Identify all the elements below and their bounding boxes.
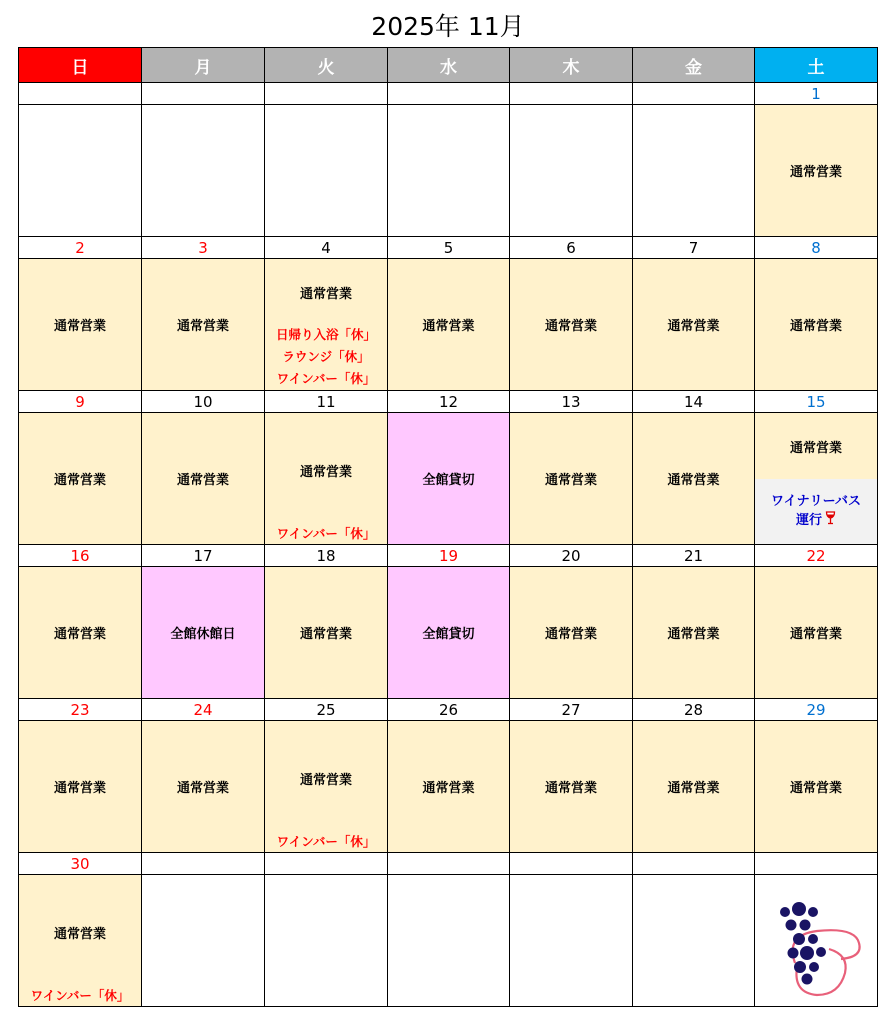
date-number: 5 [388, 237, 510, 259]
day-cell-empty [388, 105, 510, 237]
weekday-saturday: 土 [755, 48, 878, 83]
day-cell [633, 567, 755, 699]
weekday-header-row [19, 48, 878, 83]
day-cell-empty [265, 875, 388, 1007]
date-number: 15 [755, 391, 878, 413]
day-cell-row [19, 259, 878, 391]
winery-bus-note [755, 479, 877, 544]
date-number [755, 853, 878, 875]
grape-logo-icon [755, 875, 877, 1006]
date-number: 22 [755, 545, 878, 567]
day-cell-empty [510, 875, 633, 1007]
date-number: 4 [265, 237, 388, 259]
day-cell [388, 413, 510, 545]
date-row [19, 83, 878, 105]
day-cell [265, 259, 388, 391]
date-number: 1 [755, 83, 878, 105]
date-number: 3 [142, 237, 265, 259]
day-cell [633, 721, 755, 853]
date-number: 8 [755, 237, 878, 259]
status-label: 通常営業 [176, 781, 229, 796]
date-number [142, 853, 265, 875]
date-number: 13 [510, 391, 633, 413]
day-cell-empty [142, 105, 265, 237]
date-row [19, 853, 878, 875]
date-row [19, 391, 878, 413]
day-cell-row [19, 105, 878, 237]
date-number [510, 83, 633, 105]
day-cell [19, 567, 142, 699]
date-number: 18 [265, 545, 388, 567]
day-cell [142, 413, 265, 545]
date-number [633, 83, 755, 105]
day-cell [142, 721, 265, 853]
day-cell [388, 567, 510, 699]
date-number: 24 [142, 699, 265, 721]
day-cell-row [19, 567, 878, 699]
status-label: 全館休館日 [170, 627, 236, 642]
date-number: 12 [388, 391, 510, 413]
date-number [19, 83, 142, 105]
status-label: 通常営業 [176, 319, 229, 334]
day-cell [510, 413, 633, 545]
day-cell [265, 413, 388, 545]
status-label: 通常営業 [176, 473, 229, 488]
date-row [19, 545, 878, 567]
date-number [388, 853, 510, 875]
weekday-friday: 金 [633, 48, 755, 83]
day-cell [265, 721, 388, 853]
status-label: 通常営業 [544, 627, 597, 642]
status-label: 通常営業 [299, 465, 352, 480]
status-label: 通常営業 [789, 319, 842, 334]
day-cell [633, 259, 755, 391]
day-cell-row [19, 413, 878, 545]
date-number: 10 [142, 391, 265, 413]
day-cell [510, 721, 633, 853]
page-title: 2025年 11月 [371, 12, 525, 41]
date-number: 11 [265, 391, 388, 413]
note-wine-bar: ワインバー「休」 [276, 526, 376, 541]
day-cell [19, 721, 142, 853]
status-label: 通常営業 [667, 627, 720, 642]
status-label: 通常営業 [544, 781, 597, 796]
weekday-tuesday: 火 [265, 48, 388, 83]
date-number: 30 [19, 853, 142, 875]
status-label: 全館貸切 [422, 627, 475, 642]
date-number: 6 [510, 237, 633, 259]
status-label: 通常営業 [667, 781, 720, 796]
date-number [510, 853, 633, 875]
day-cell [510, 259, 633, 391]
day-cell-empty [142, 875, 265, 1007]
day-cell-empty [388, 875, 510, 1007]
status-label: 通常営業 [299, 773, 352, 788]
day-cell [755, 259, 878, 391]
date-row [19, 699, 878, 721]
date-number: 28 [633, 699, 755, 721]
date-number: 2 [19, 237, 142, 259]
weekday-wednesday: 水 [388, 48, 510, 83]
date-number: 21 [633, 545, 755, 567]
status-label: 通常営業 [299, 287, 352, 302]
status-label: 通常営業 [299, 627, 352, 642]
date-number: 9 [19, 391, 142, 413]
status-label: 通常営業 [53, 627, 106, 642]
status-label: 通常営業 [789, 165, 842, 180]
weekday-thursday: 木 [510, 48, 633, 83]
date-number: 17 [142, 545, 265, 567]
calendar-grid [18, 47, 878, 1007]
day-cell-empty [633, 105, 755, 237]
date-number: 7 [633, 237, 755, 259]
date-row [19, 237, 878, 259]
date-number: 26 [388, 699, 510, 721]
day-cell [142, 567, 265, 699]
day-cell [388, 259, 510, 391]
date-number: 29 [755, 699, 878, 721]
day-cell-row [19, 721, 878, 853]
status-label: 通常営業 [667, 473, 720, 488]
status-label: 通常営業 [53, 781, 106, 796]
day-cell [142, 259, 265, 391]
status-label: 通常営業 [53, 319, 106, 334]
day-cell-logo [755, 875, 878, 1007]
date-number [265, 83, 388, 105]
weekday-sunday: 日 [19, 48, 142, 83]
day-cell-empty [19, 105, 142, 237]
status-label: 通常営業 [667, 319, 720, 334]
note-day-trip-bath: 日帰り入浴「休」 [275, 327, 376, 342]
status-label: 通常営業 [789, 627, 842, 642]
date-number: 16 [19, 545, 142, 567]
date-number: 19 [388, 545, 510, 567]
status-label: 通常営業 [422, 319, 475, 334]
date-number: 14 [633, 391, 755, 413]
day-cell [755, 105, 878, 237]
date-number [633, 853, 755, 875]
day-cell [755, 413, 878, 545]
day-cell-empty [633, 875, 755, 1007]
day-cell [19, 413, 142, 545]
day-cell [19, 259, 142, 391]
day-cell [755, 567, 878, 699]
date-number [388, 83, 510, 105]
status-label: 全館貸切 [422, 473, 475, 488]
status-label: 通常営業 [422, 781, 475, 796]
status-label: 通常営業 [789, 781, 842, 796]
day-cell [265, 567, 388, 699]
day-cell [633, 413, 755, 545]
status-label: 通常営業 [53, 473, 106, 488]
weekday-monday: 月 [142, 48, 265, 83]
day-cell [19, 875, 142, 1007]
winery-bus-label-line2: 運行 [795, 512, 822, 528]
date-number [142, 83, 265, 105]
note-wine-bar: ワインバー「休」 [276, 371, 376, 386]
winery-bus-label-line1: ワイナリーバス [771, 493, 861, 509]
day-cell-empty [510, 105, 633, 237]
day-cell-empty [265, 105, 388, 237]
day-cell [510, 567, 633, 699]
date-number: 25 [265, 699, 388, 721]
status-label: 通常営業 [789, 440, 842, 456]
note-wine-bar: ワインバー「休」 [276, 834, 376, 849]
note-lounge: ラウンジ「休」 [282, 349, 370, 364]
day-cell [755, 721, 878, 853]
date-number: 27 [510, 699, 633, 721]
status-label: 通常営業 [53, 927, 106, 942]
date-number: 20 [510, 545, 633, 567]
status-label: 通常営業 [544, 473, 597, 488]
date-number [265, 853, 388, 875]
day-cell-row [19, 875, 878, 1007]
note-wine-bar: ワインバー「休」 [30, 988, 130, 1003]
day-cell [388, 721, 510, 853]
status-label: 通常営業 [544, 319, 597, 334]
wine-glass-icon [825, 511, 836, 531]
date-number: 23 [19, 699, 142, 721]
